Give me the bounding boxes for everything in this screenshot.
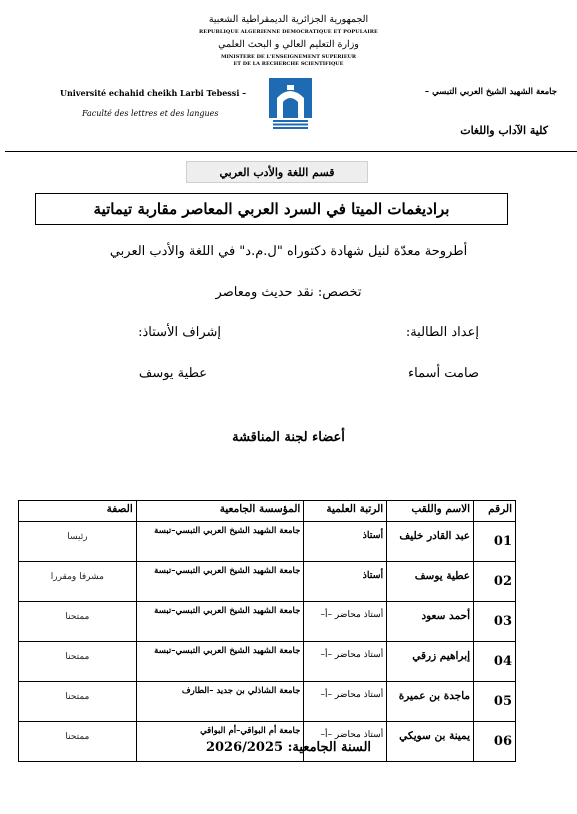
- row-name: ماجدة بن عميرة: [387, 682, 474, 722]
- row-role: رئيسا: [19, 522, 137, 562]
- header-name: الاسم واللقب: [387, 501, 474, 522]
- committee-title: أعضاء لجنة المناقشة: [232, 430, 345, 445]
- table-row: [19, 562, 516, 602]
- row-number: 04: [474, 642, 516, 682]
- row-rank: أستاذ محاضر –أ–: [304, 722, 387, 762]
- table-row: [19, 522, 516, 562]
- row-number: 05: [474, 682, 516, 722]
- row-institution: جامعة الشهيد الشيخ العربي التبسي–تبسة: [136, 562, 304, 602]
- academic-year: السنة الجامعية: 2026/2025: [205, 740, 372, 755]
- row-number: 01: [474, 522, 516, 562]
- republic-ar: الجمهورية الجزائرية الديمقراطية الشعبية: [208, 14, 369, 25]
- header-role: الصفة: [19, 501, 137, 522]
- ministry-fr-line2: ET DE LA RECHERCHE SCIENTIFIQUE: [233, 61, 344, 67]
- row-rank: أستاذ محاضر –أ–: [304, 602, 387, 642]
- row-institution: جامعة الشهيد الشيخ العربي التبسي–تبسة: [136, 522, 304, 562]
- thesis-type: أطروحة معدّة لنيل شهادة دكتوراه "ل.م.د" في اللغة والأدب العربي: [109, 244, 468, 259]
- supervisor-name: عطية يوسف: [138, 366, 207, 381]
- row-name: أحمد سعود: [387, 602, 474, 642]
- row-institution: جامعة الشهيد الشيخ العربي التبسي–تبسة: [136, 602, 304, 642]
- row-role: ممتحنا: [19, 642, 137, 682]
- row-name: يمينة بن سويكي: [387, 722, 474, 762]
- specialty: تخصص: نقد حديث ومعاصر: [215, 285, 362, 300]
- faculty-name-fr: Faculté des lettres et des langues: [82, 109, 219, 118]
- student-name: صامت أسماء: [408, 366, 479, 381]
- row-rank: أستاذ محاضر –أ–: [304, 682, 387, 722]
- row-role: مشرفا ومقررا: [19, 562, 137, 602]
- row-role: ممتحنا: [19, 682, 137, 722]
- row-role: ممتحنا: [19, 602, 137, 642]
- table-row: [19, 642, 516, 682]
- header-number: الرقم: [474, 501, 516, 522]
- row-institution: جامعة أم البواقي–أم البواقي: [136, 722, 304, 762]
- university-name-ar: جامعة الشهيد الشيخ العربي التبسي –: [424, 87, 557, 97]
- row-number: 06: [474, 722, 516, 762]
- row-name: عطية يوسف: [387, 562, 474, 602]
- header-divider: [5, 151, 577, 152]
- row-name: إبراهيم زرقي: [387, 642, 474, 682]
- table-row: [19, 682, 516, 722]
- republic-fr: REPUBLIQUE ALGERIENNE DEMOCRATIQUE ET POPULAIRE: [199, 29, 378, 35]
- jury-table: [18, 500, 516, 762]
- row-rank: أستاذ: [304, 562, 387, 602]
- thesis-title: براديغمات الميتا في السرد العربي المعاصر مقاربة تيماتية: [35, 193, 508, 225]
- row-rank: أستاذ: [304, 522, 387, 562]
- header-institution: المؤسسة الجامعية: [136, 501, 304, 522]
- row-number: 02: [474, 562, 516, 602]
- row-rank: أستاذ محاضر –أ–: [304, 642, 387, 682]
- supervised-by-label: إشراف الأستاذ:: [138, 325, 221, 340]
- header-rank: الرتبة العلمية: [304, 501, 387, 522]
- table-header-row: [19, 501, 516, 522]
- row-institution: جامعة الشهيد الشيخ العربي التبسي–تبسة: [136, 642, 304, 682]
- ministry-fr-line1: MINISTERE DE L'ENSEIGNEMENT SUPERIEUR: [220, 54, 357, 60]
- ministry-ar: وزارة التعليم العالي و البحث العلمي: [218, 39, 359, 50]
- university-name-fr: Université echahid cheikh Larbi Tebessi –: [60, 88, 247, 98]
- department-label: قسم اللغة والأدب العربي: [186, 161, 368, 183]
- prepared-by-label: إعداد الطالبة:: [405, 325, 479, 340]
- university-logo-icon: [267, 76, 314, 132]
- row-number: 03: [474, 602, 516, 642]
- row-institution: جامعة الشاذلي بن جديد –الطارف: [136, 682, 304, 722]
- row-name: عبد القادر خليف: [387, 522, 474, 562]
- faculty-name-ar: كلية الآداب واللغات: [460, 124, 548, 137]
- row-role: ممتحنا: [19, 722, 137, 762]
- table-row: [19, 602, 516, 642]
